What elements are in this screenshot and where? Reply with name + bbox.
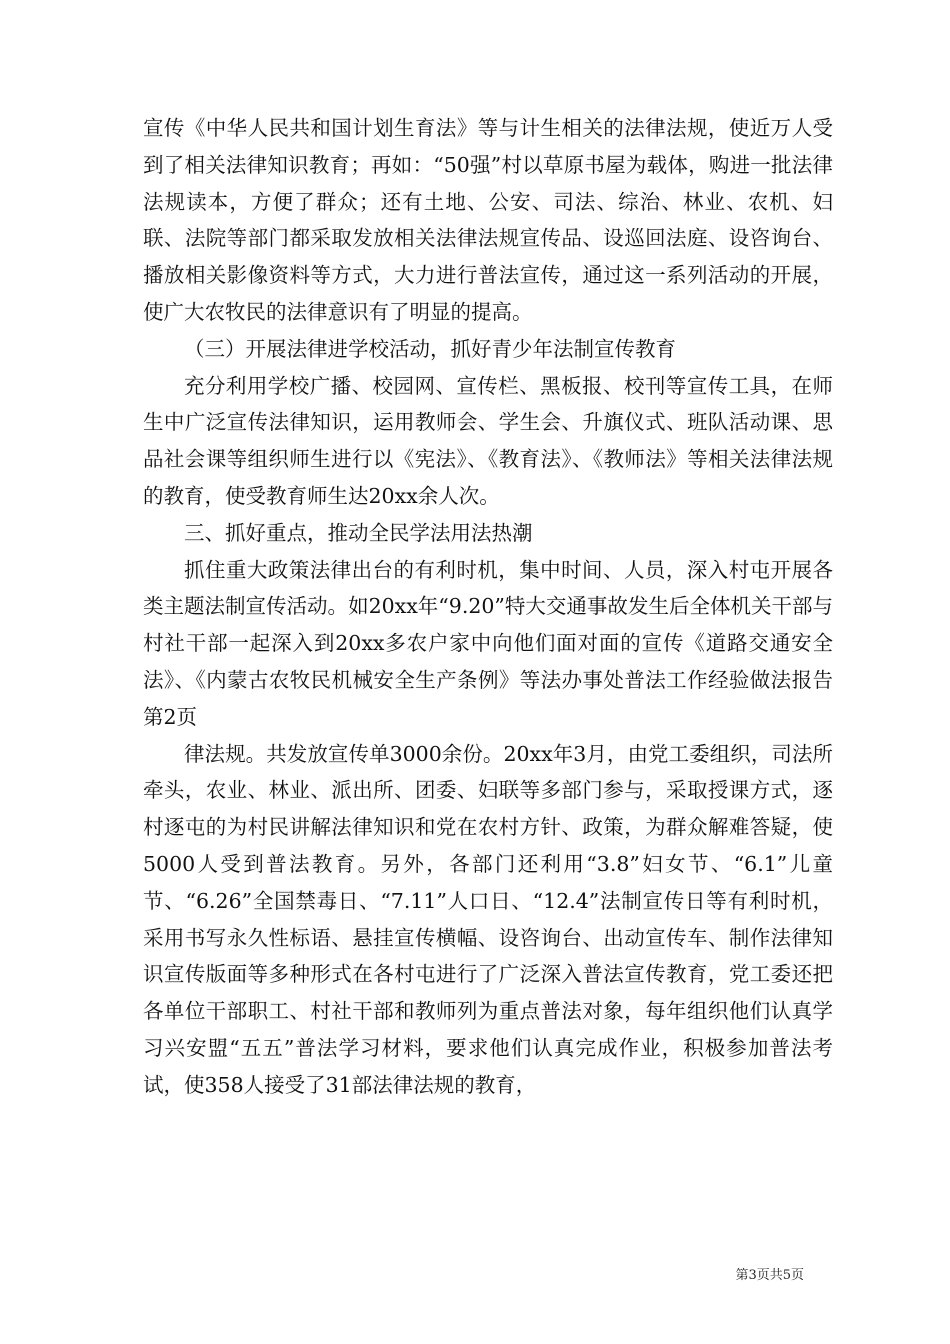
paragraph-family-planning-law: 宣传《中华人民共和国计划生育法》等与计生相关的法律法规，使近万人受到了相关法律知识教育；再如：“50强”村以草原书屋为载体，购进一批法律法规读本，方便了群众；还有土地、公安、司法、综治、林业、农机、妇联、法院等部门都采取发放相关法律法规宣传品、设巡回法庭、设咨询台、播放相关影像资料等方式，大力进行普法宣传，通过这一系列活动的开展，使广大农牧民的法律意识有了明显的提高。	[143, 116, 833, 324]
paragraph-legal-leaflets: 律法规。共发放宣传单3000余份。20xx年3月，由党工委组织，司法所牵头，农业、林业、派出所、团委、妇联等多部门参与，采取授课方式，逐村逐屯的为村民讲解法律知识和党在农村方针、政策，为群众解难答疑，使5000人受到普法教育。另外，各部门还利用“3.8”妇女节、“6.1”儿童节、“6.26”全国禁毒日、“7.11”人口日、“12.4”法制宣传日等有利时机，采用书写永久性标语、悬挂宣传横幅、设咨询台、出动宣传车、制作法律知识宣传版面等多种形式在各村屯进行了广泛深入普法宣传教育，党工委还把各单位干部职工、村社干部和教师列为重点普法对象，每年组织他们认真学习兴安盟“五五”普法学习材料，要求他们认真完成作业，积极参加普法考试，使358人接受了31部法律法规的教育，	[143, 741, 833, 1097]
page-number: 第3页共5页	[735, 1268, 804, 1283]
document-body	[143, 110, 833, 1104]
section-heading-school-education: （三）开展法律进学校活动，抓好青少年法制宣传教育	[184, 336, 676, 361]
section-heading-key-points: 三、抓好重点，推动全民学法用法热潮	[184, 520, 533, 545]
paragraph-traffic-safety: 抓住重大政策法律出台的有利时机，集中时间、人员，深入村屯开展各类主题法制宣传活动。如20xx年“9.20”特大交通事故发生后全体机关干部与村社干部一起深入到20xx多农户家中向他们面对面的宣传《道路交通安全法》、《内蒙古农牧民机械安全生产条例》等法办事处普法工作经验做法报告第2页	[143, 557, 833, 729]
paragraph-school-publicity: 充分利用学校广播、校园网、宣传栏、黑板报、校刊等宣传工具，在师生中广泛宣传法律知识，运用教师会、学生会、升旗仪式、班队活动课、思品社会课等组织师生进行以《宪法》、《教育法》、《教师法》等相关法律法规的教育，使受教育师生达20xx余人次。	[143, 373, 833, 508]
